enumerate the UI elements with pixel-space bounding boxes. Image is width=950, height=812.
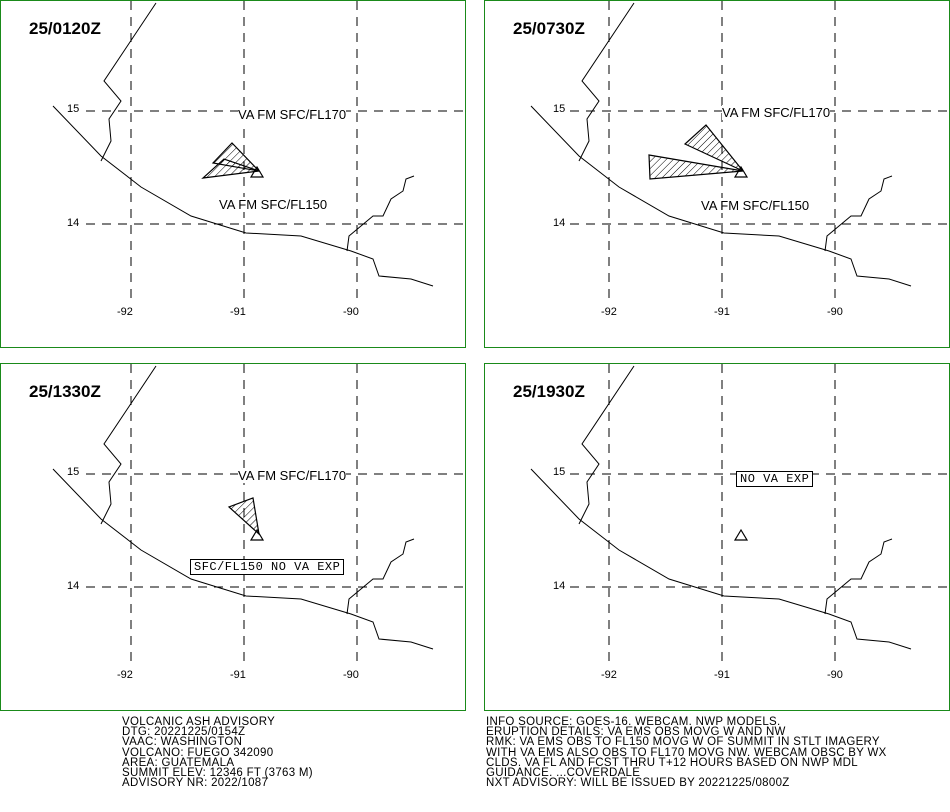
lon-92-label: -92 [117, 306, 133, 318]
panel-time: 25/0730Z [513, 19, 585, 38]
advisory-line: CLDS. VA FL AND FCST THRU T+12 HOURS BASED ON NWP MDL [486, 756, 858, 769]
va-upper-label: VA FM SFC/FL170 [722, 105, 831, 120]
lon-90-label: -90 [827, 669, 843, 681]
lat-14-label: 14 [67, 580, 80, 592]
va-lower-label: VA FM SFC/FL150 [701, 198, 810, 213]
va-upper-label: VA FM SFC/FL170 [238, 107, 347, 122]
panel-time: 25/0120Z [29, 19, 101, 38]
map-graphic [1, 364, 467, 712]
grid-lines [86, 364, 467, 664]
panel-time: 25/1330Z [29, 382, 101, 401]
va-upper-label: VA FM SFC/FL170 [238, 468, 347, 483]
advisory-line: VAAC: WASHINGTON [122, 736, 243, 749]
map-panel-3 [0, 363, 466, 711]
lon-91-label: -91 [230, 669, 246, 681]
coastline [531, 366, 911, 649]
advisory-line: AREA: GUATEMALA [122, 756, 235, 769]
map-graphic [485, 1, 950, 349]
advisory-line: DTG: 20221225/0154Z [122, 726, 246, 739]
advisory-header-block [122, 717, 313, 788]
panel-time: 25/1930Z [513, 382, 585, 401]
advisory-line: WITH VA EMS ALSO OBS TO FL170 MOVG NW. WEBCAM OBSC BY WX [486, 746, 887, 759]
lat-14-label: 14 [553, 580, 566, 592]
advisory-line: INFO SOURCE: GOES-16. WEBCAM. NWP MODELS. [486, 716, 781, 728]
advisory-line: VOLCANO: FUEGO 342090 [122, 746, 274, 759]
lat-15-label: 15 [67, 103, 80, 115]
lat-14-label: 14 [553, 217, 566, 229]
lon-91-label: -91 [714, 306, 730, 318]
advisory-line: SUMMIT ELEV: 12346 FT (3763 M) [122, 766, 313, 779]
grid-lines [86, 1, 467, 301]
lon-92-label: -92 [601, 669, 617, 681]
advisory-details-block [486, 717, 887, 788]
lon-90-label: -90 [827, 306, 843, 318]
lat-14-label: 14 [67, 217, 80, 229]
lon-91-label: -91 [230, 306, 246, 318]
ash-cloud-polygon [203, 143, 259, 178]
coastline [53, 3, 433, 286]
map-panel-4 [484, 363, 950, 711]
map-panel-2 [484, 0, 950, 348]
lon-91-label: -91 [714, 669, 730, 681]
lon-92-label: -92 [117, 669, 133, 681]
advisory-line: ADVISORY NR: 2022/1087 [122, 777, 269, 790]
map-graphic [485, 364, 950, 712]
advisory-line: RMK: VA EMS OBS TO FL150 MOVG W OF SUMMIT IN STLT IMAGERY [486, 736, 880, 749]
ash-cloud-polygon [649, 125, 743, 179]
grid-lines [570, 1, 950, 301]
advisory-line: ERUPTION DETAILS: VA EMS OBS MOVG W AND NW [486, 726, 786, 739]
lat-15-label: 15 [553, 103, 566, 115]
lat-15-label: 15 [67, 466, 80, 478]
advisory-line: NXT ADVISORY: WILL BE ISSUED BY 20221225/0800Z [486, 777, 790, 790]
lon-92-label: -92 [601, 306, 617, 318]
map-panel-1 [0, 0, 466, 348]
va-lower-label: VA FM SFC/FL150 [219, 197, 328, 212]
grid-lines [570, 364, 950, 664]
advisory-line: GUIDANCE. ...COVERDALE [486, 766, 641, 779]
no-va-expected-box: SFC/FL150 NO VA EXP [190, 559, 344, 575]
advisory-line: VOLCANIC ASH ADVISORY [122, 716, 276, 728]
volcano-symbol [735, 530, 747, 540]
map-graphic [1, 1, 467, 349]
lat-15-label: 15 [553, 466, 566, 478]
lon-90-label: -90 [343, 669, 359, 681]
no-va-expected-box: NO VA EXP [736, 471, 813, 487]
lon-90-label: -90 [343, 306, 359, 318]
